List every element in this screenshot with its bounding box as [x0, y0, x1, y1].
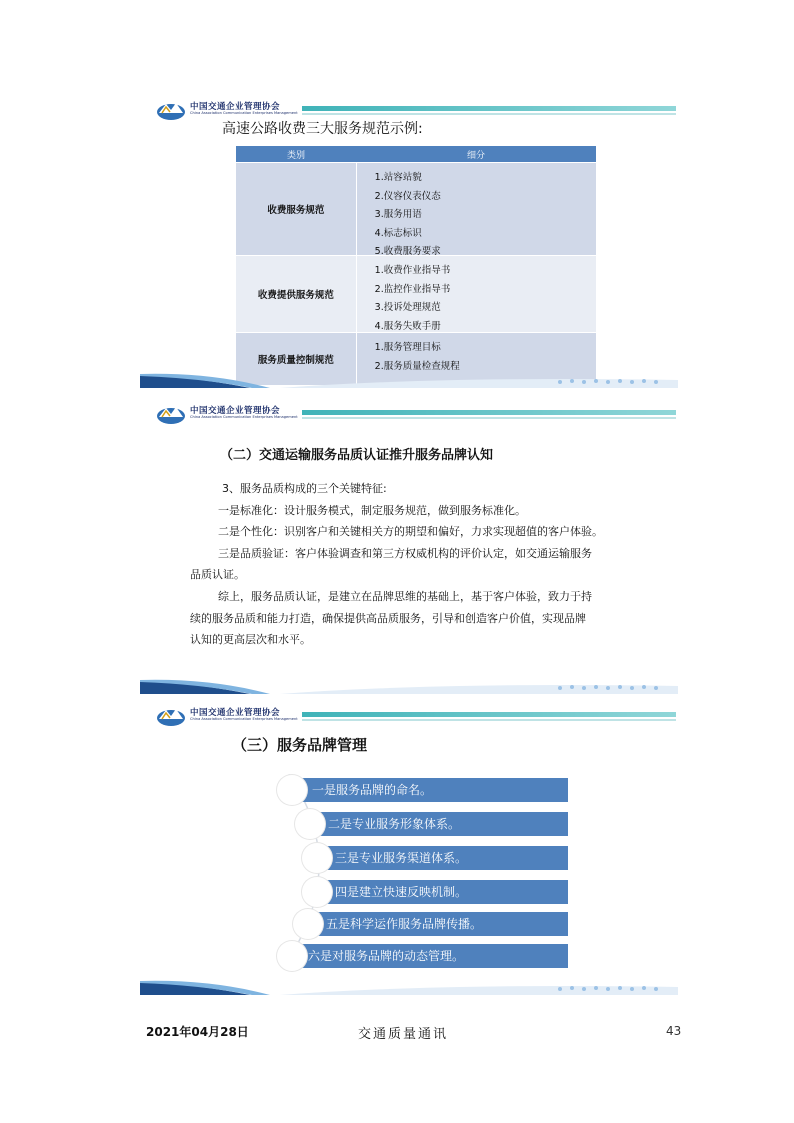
page-number: 43 [666, 1024, 682, 1038]
association-logo-icon [156, 99, 186, 121]
association-logo-icon [156, 403, 186, 425]
list-item: 4.服务失败手册 [374, 320, 441, 332]
org-name-cn: 中国交通企业管理协会 [190, 102, 281, 112]
body-paragraph: 续的服务品质和能力打造，确保提供高品质服务，引导和创造客户价值，实现品牌 [190, 611, 586, 625]
slide-service-standards [140, 94, 678, 388]
table-header-row [236, 146, 596, 162]
table-header-cell: 细分 [466, 150, 485, 161]
body-paragraph: 三是品质验证：客户体验调查和第三方权威机构的评价认定，如交通运输服务 [218, 546, 592, 560]
list-item: 1.站容站貌 [374, 172, 422, 183]
list-item: 三是专业服务渠道体系。 [317, 846, 568, 870]
org-name-cn: 中国交通企业管理协会 [190, 406, 281, 416]
footer-swoosh [140, 674, 678, 694]
bullet-circle [302, 877, 332, 907]
list-item: 4.标志标识 [374, 227, 422, 239]
list-item: 1.服务管理目标 [374, 342, 441, 353]
footer-swoosh [140, 368, 678, 388]
list-item: 五是科学运作服务品牌传播。 [308, 912, 568, 936]
org-name-en: China Association Communication Enterprises Management [190, 415, 298, 419]
list-item: 2.服务质量检查规程 [374, 360, 460, 372]
list-item: 二是专业服务形象体系。 [310, 812, 568, 836]
list-item: 六是对服务品牌的动态管理。 [292, 944, 568, 968]
footer-publication-title: 交通质量通讯 [358, 1027, 449, 1042]
slide-title: 高速公路收费三大服务规范示例: [222, 121, 423, 137]
association-logo-icon [156, 705, 186, 727]
slide-title: （二）交通运输服务品质认证推升服务品牌认知 [220, 448, 494, 463]
list-item: 2.仪容仪表仪态 [374, 190, 441, 202]
list-item: 5.收费服务要求 [374, 246, 441, 257]
header-stripe [302, 712, 676, 717]
slide-title: （三）服务品牌管理 [232, 736, 368, 754]
slide-brand-management [140, 700, 678, 995]
header-stripe-thin [302, 719, 676, 721]
bullet-circle [277, 941, 307, 971]
slide-header [156, 705, 676, 729]
table-cell-category: 收费服务规范 [236, 163, 357, 255]
slide-header [156, 403, 676, 427]
table-cell-category: 服务质量控制规范 [236, 333, 357, 385]
org-name-en: China Association Communication Enterprises Management [190, 111, 298, 115]
bullet-circle [293, 909, 323, 939]
bullet-circle [277, 775, 307, 805]
table-cell-category: 收费提供服务规范 [236, 256, 357, 332]
body-paragraph: 3、服务品质构成的三个关键特征: [222, 482, 387, 495]
list-item: 3.服务用语 [374, 209, 422, 220]
body-paragraph: 综上，服务品质认证，是建立在品牌思维的基础上，基于客户体验，致力于持 [218, 589, 592, 603]
list-item: 2.监控作业指导书 [374, 283, 451, 295]
table-row [236, 162, 596, 255]
org-name-en: China Association Communication Enterprises Management [190, 717, 298, 721]
table-header-cell: 类别 [286, 150, 305, 161]
slide-quality-certification [140, 398, 678, 694]
header-stripe [302, 410, 676, 415]
footer-date: 2021年04月28日 [146, 1025, 249, 1039]
bullet-circle [295, 809, 325, 839]
header-stripe-thin [302, 417, 676, 419]
list-item: 四是建立快速反映机制。 [317, 880, 568, 904]
list-item: 一是服务品牌的命名。 [292, 778, 568, 802]
body-paragraph: 二是个性化：识别客户和关键相关方的期望和偏好，力求实现超值的客户体验。 [218, 525, 603, 539]
brand-management-list [140, 774, 678, 974]
slide-body [190, 478, 678, 651]
list-item: 1.收费作业指导书 [374, 265, 451, 276]
body-paragraph: 品质认证。 [190, 568, 245, 582]
org-name-cn: 中国交通企业管理协会 [190, 708, 281, 718]
bullet-circle [302, 843, 332, 873]
table-cell-items [357, 256, 596, 332]
header-stripe [302, 106, 676, 111]
table-cell-items [357, 163, 596, 255]
footer-swoosh [140, 975, 678, 995]
table-row [236, 255, 596, 332]
list-item: 3.投诉处理规范 [374, 302, 441, 313]
body-paragraph: 一是标准化：设计服务模式，制定服务规范，做到服务标准化。 [218, 503, 526, 517]
header-stripe-thin [302, 113, 676, 115]
standards-table [236, 146, 596, 385]
body-paragraph: 认知的更高层次和水平。 [190, 633, 311, 647]
